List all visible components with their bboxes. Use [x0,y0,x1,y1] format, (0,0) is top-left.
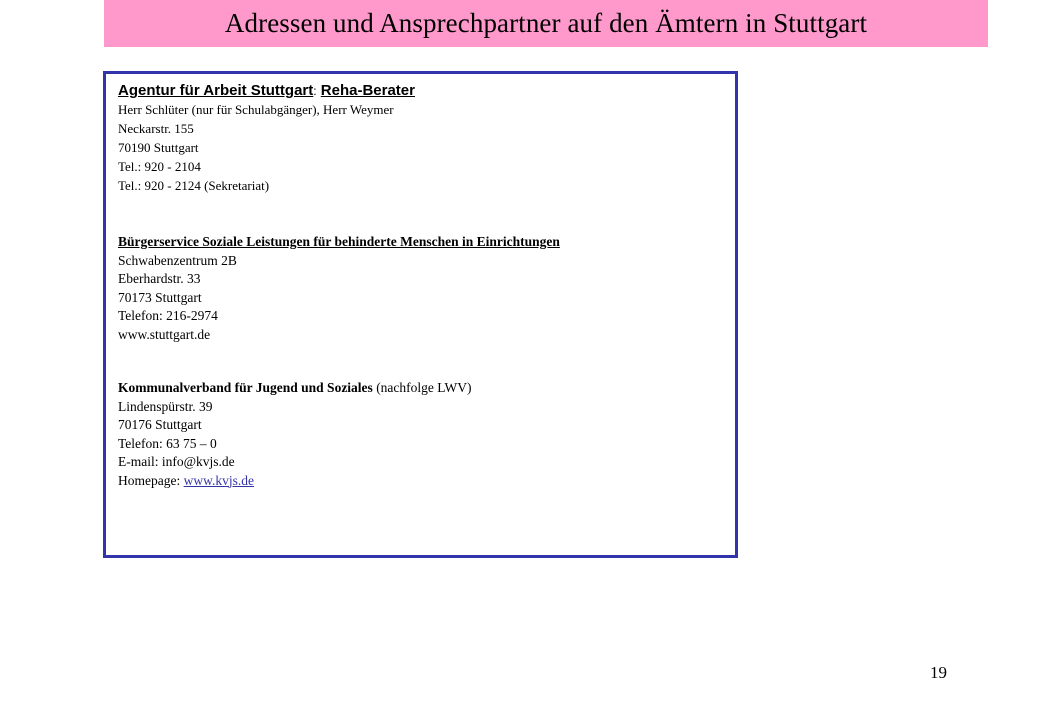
address-box [103,71,738,558]
kvjs-homepage-link[interactable]: www.kvjs.de [183,472,254,488]
section3-homepage-label: Homepage: [118,472,181,488]
page-number: 19 [930,663,947,682]
title-banner [104,0,988,47]
section3-heading [118,379,723,398]
section2-phone: Telefon: 216-2974 [118,308,218,323]
section2-title: Bürgerservice Soziale Leistungen für behinderte Menschen in Einrichtungen [118,234,560,249]
section3-note: (nachfolge LWV) [376,380,472,395]
section3-street: Lindenspürstr. 39 [118,398,213,414]
section-spacer [118,344,723,379]
section3-city: 70176 Stuttgart [118,417,202,432]
section1-tel1: Tel.: 920 - 2104 [118,159,201,174]
section1-role: Reha-Berater [320,82,415,99]
section2-web: www.stuttgart.de [118,326,211,342]
section2-city: 70173 Stuttgart [118,289,202,305]
section2-building: Schwabenzentrum 2B [118,252,237,268]
section3-title: Kommunalverband für Jugend und Soziales [118,380,373,395]
section1-separator: : [313,84,317,98]
section3-homepage [118,472,723,491]
section-spacer [118,195,723,233]
section1-tel2: Tel.: 920 - 2124 (Sekretariat) [118,178,270,193]
section3-phone: Telefon: 63 75 – 0 [118,435,217,451]
section3-email: E-mail: info@kvjs.de [118,454,235,469]
section2-street: Eberhardstr. 33 [118,271,201,286]
page-title: Adressen und Ansprechpartner auf den Ämtern in Stuttgart [224,8,868,38]
section1-heading [118,82,723,100]
section1-contacts: Herr Schlüter (nur für Schulabgänger), Herr Weymer [118,102,394,117]
section1-city: 70190 Stuttgart [118,140,199,155]
section1-org: Agentur für Arbeit Stuttgart [118,82,314,99]
section1-street: Neckarstr. 155 [118,121,194,136]
